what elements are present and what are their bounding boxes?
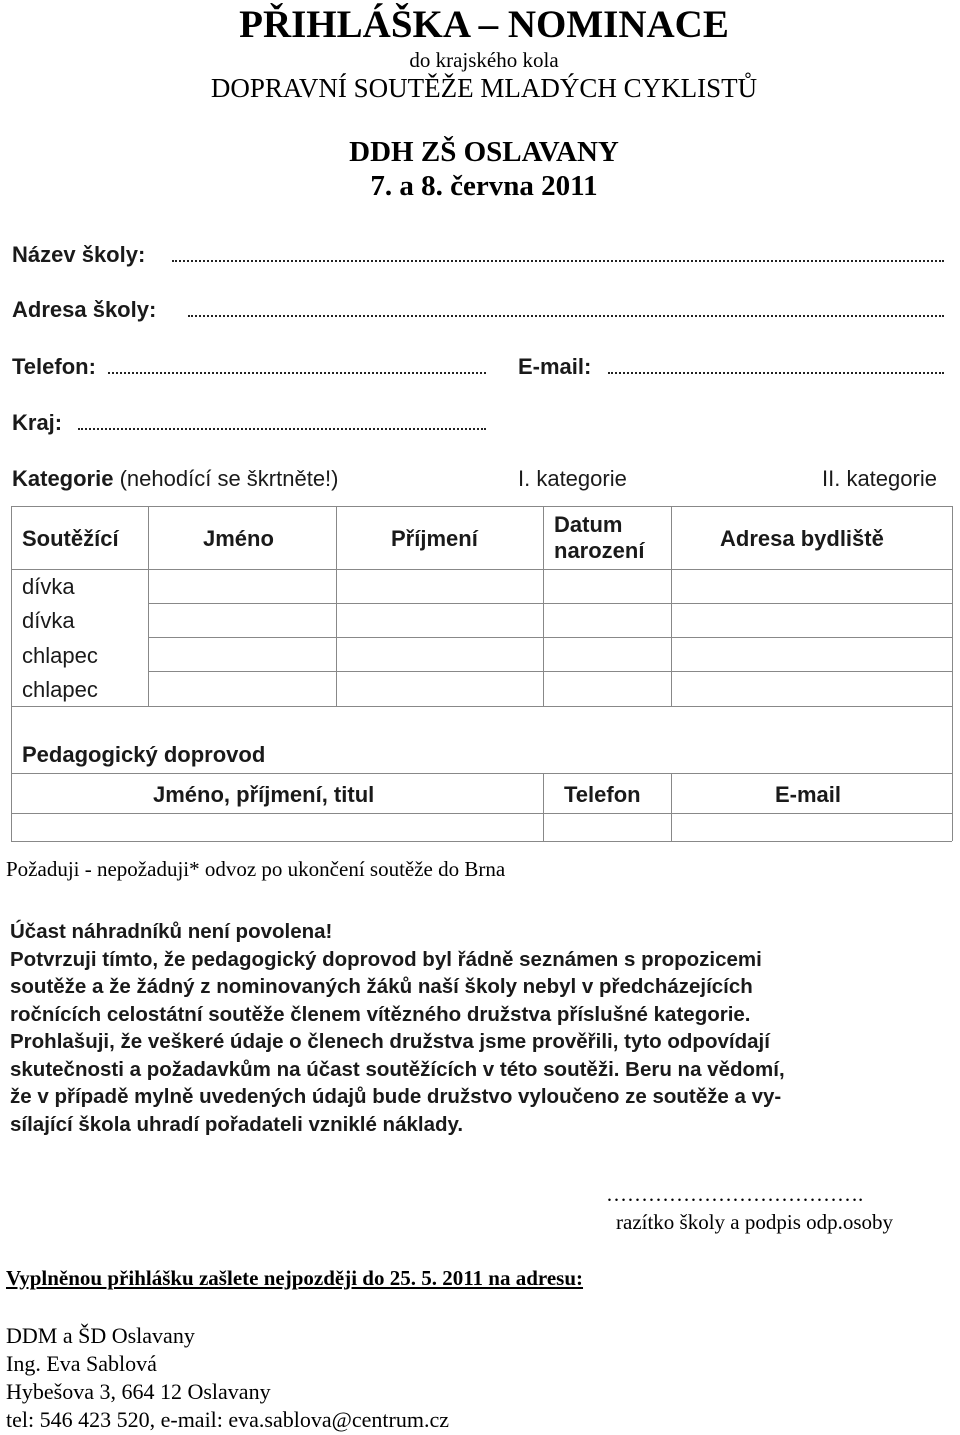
phone-label: Telefon: — [12, 354, 96, 379]
declaration-line: Potvrzuji tímto, že pedagogický doprovod byl řádně seznámen s propozicemi — [10, 947, 762, 971]
email-label: E-mail: — [518, 354, 592, 379]
header-birth-date — [554, 512, 644, 564]
event-date: 7. a 8. června 2011 — [370, 170, 598, 202]
declaration — [10, 918, 954, 1138]
venue: DDH ZŠ OSLAVANY — [349, 136, 619, 168]
signature-line[interactable]: ………………………………. — [606, 1182, 864, 1206]
escort-header-name: Jméno, příjmení, titul — [153, 782, 375, 807]
school-address-input[interactable] — [188, 315, 944, 317]
declaration-line: Účast náhradníků není povolena! — [10, 920, 333, 943]
declaration-line: soutěže a že žádný z nominovaných žáků naší školy nebyl v předcházejících — [10, 975, 753, 998]
row-label: dívka — [22, 608, 75, 633]
header-contestant: Soutěžící — [22, 526, 119, 551]
declaration-line: že v případě mylně uvedených údajů bude družstvo vyloučeno ze soutěže a vy- — [10, 1085, 782, 1108]
header-first-name: Jméno — [203, 526, 274, 551]
category-1-option[interactable]: I. kategorie — [518, 466, 627, 491]
region-input[interactable] — [78, 428, 486, 430]
declaration-line: sílající škola uhradí pořadateli vzniklé náklady. — [10, 1112, 464, 1136]
header-address: Adresa bydliště — [720, 526, 884, 551]
category-label — [12, 466, 339, 492]
region-label: Kraj: — [12, 410, 63, 435]
header-birth-date-line2: narození — [554, 538, 645, 563]
transport-option[interactable]: Požaduji - nepožaduji* odvoz po ukončení soutěže do Brna — [6, 857, 506, 881]
submission-person: Ing. Eva Sablová — [6, 1351, 157, 1376]
submission-org: DDM a ŠD Oslavany — [6, 1323, 195, 1348]
row-label: chlapec — [22, 677, 98, 702]
submission-instruction: Vyplněnou přihlášku zašlete nejpozději do 25. 5. 2011 na adresu: — [6, 1266, 584, 1290]
form-subtitle: do krajského kola — [409, 48, 559, 72]
school-name-input[interactable] — [172, 260, 944, 262]
escort-header-email: E-mail — [775, 782, 842, 807]
escort-header-phone: Telefon — [564, 782, 641, 807]
category-note: (nehodící se škrtněte!) — [119, 466, 339, 491]
row-label: dívka — [22, 574, 75, 599]
category-2-option[interactable]: II. kategorie — [822, 466, 937, 491]
school-name-label: Název školy: — [12, 242, 146, 267]
phone-input[interactable] — [108, 372, 486, 374]
header-surname: Příjmení — [391, 526, 478, 551]
declaration-line: ročnících celostátní soutěže členem vítězného družstva příslušné kategorie. — [10, 1002, 751, 1026]
declaration-line: skutečnosti a požadavkům na účast soutěžících v této soutěži. Beru na vědomí, — [10, 1057, 785, 1081]
submission-address: Hybešova 3, 664 12 Oslavany — [6, 1379, 271, 1404]
school-address-label: Adresa školy: — [12, 297, 157, 322]
category-label-text: Kategorie — [12, 466, 114, 491]
escort-title: Pedagogický doprovod — [22, 742, 266, 767]
form-title: PŘIHLÁŠKA – NOMINACE — [239, 3, 729, 46]
signature-label: razítko školy a podpis odp.osoby — [616, 1210, 894, 1234]
declaration-line: Prohlašuji, že veškeré údaje o členech družstva jsme prověřili, tyto odpovídají — [10, 1030, 770, 1053]
header-birth-date-line1: Datum — [554, 512, 623, 537]
submission-contact: tel: 546 423 520, e-mail: eva.sablova@centrum.cz — [6, 1407, 450, 1432]
competition-name: DOPRAVNÍ SOUTĚŽE MLADÝCH CYKLISTŮ — [210, 73, 758, 103]
email-input[interactable] — [608, 372, 944, 374]
row-label: chlapec — [22, 643, 98, 668]
